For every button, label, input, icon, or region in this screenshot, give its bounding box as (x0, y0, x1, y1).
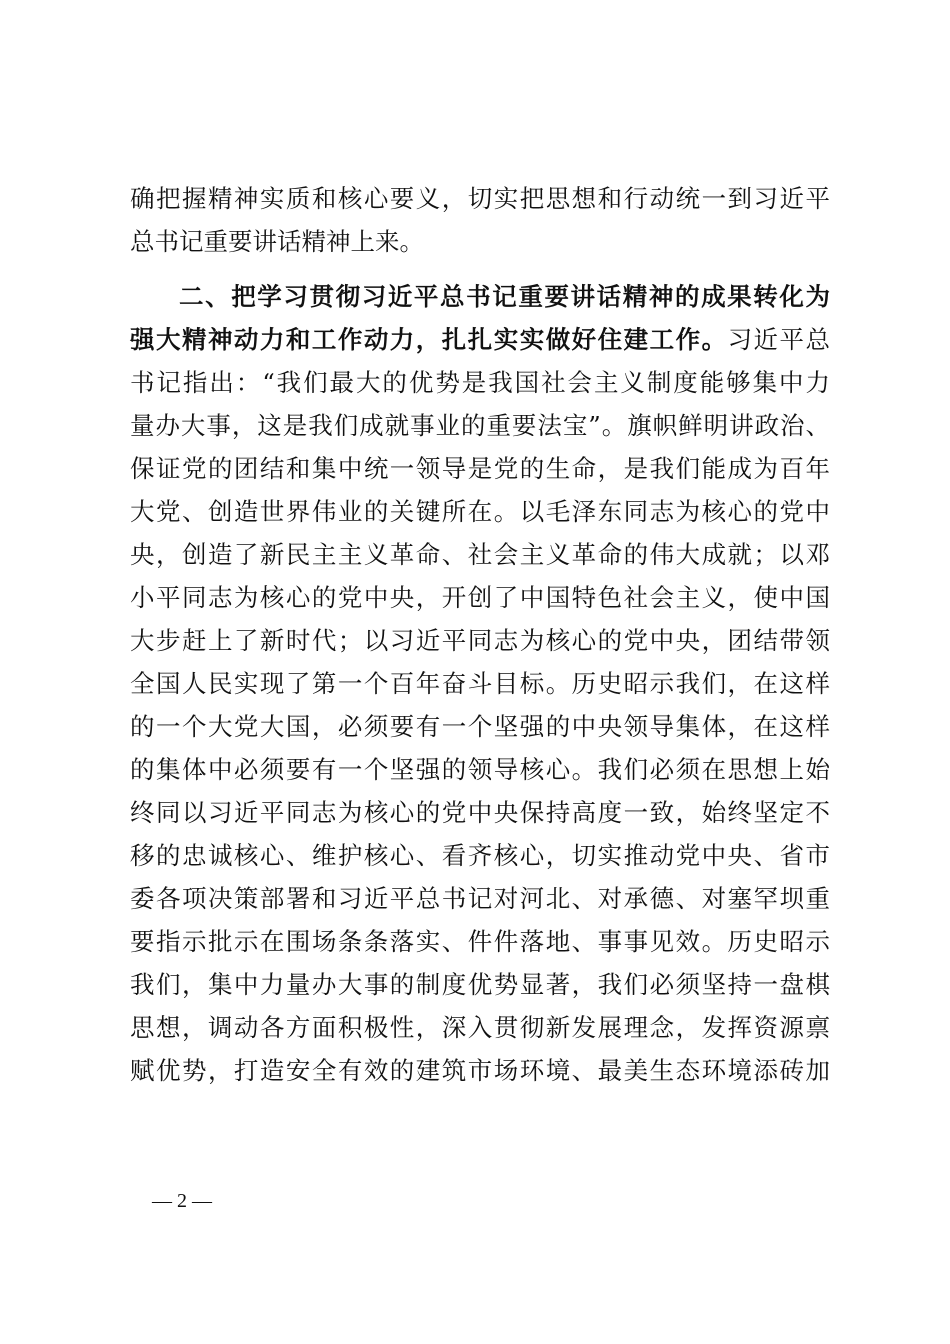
body-line: 我们，集中力量办大事的制度优势显著，我们必须坚持一盘棋 (130, 970, 830, 999)
section-body-start-text: 习近平总 (727, 325, 831, 354)
body-line: 的集体中必须要有一个坚强的领导核心。我们必须在思想上始 (130, 755, 830, 784)
body-line: 全国人民实现了第一个百年奋斗目标。历史昭示我们，在这样 (130, 669, 830, 698)
body-line: 的一个大党大国，必须要有一个坚强的中央领导集体，在这样 (130, 712, 830, 741)
body-line: 保证党的团结和集中统一领导是党的生命，是我们能成为百年 (130, 454, 830, 483)
body-line: 大步赶上了新时代；以习近平同志为核心的党中央，团结带领 (130, 626, 830, 655)
body-line: 央，创造了新民主主义革命、社会主义革命的伟大成就；以邓 (130, 540, 830, 569)
body-line: 终同以习近平同志为核心的党中央保持高度一致，始终坚定不 (130, 798, 830, 827)
body-line: 思想，调动各方面积极性，深入贯彻新发展理念，发挥资源禀 (130, 1013, 830, 1042)
body-line: 书记指出：“我们最大的优势是我国社会主义制度能够集中力 (130, 368, 830, 397)
body-line: 要指示批示在围场条条落实、件件落地、事事见效。历史昭示 (130, 927, 830, 956)
section-heading-line-2 (130, 318, 830, 361)
section-heading-line-1: 二、把学习贯彻习近平总书记重要讲话精神的成果转化为 (179, 282, 830, 311)
section-heading-bold-text: 强大精神动力和工作动力，扎扎实实做好住建工作。 (130, 325, 728, 354)
body-line: 大党、创造世界伟业的关键所在。以毛泽东同志为核心的党中 (130, 497, 830, 526)
paragraph-1-line-2: 总书记重要讲话精神上来。 (130, 227, 424, 256)
body-line: 小平同志为核心的党中央，开创了中国特色社会主义，使中国 (130, 583, 830, 612)
body-line: 移的忠诚核心、维护核心、看齐核心，切实推动党中央、省市 (130, 841, 830, 870)
paragraph-1-line-1: 确把握精神实质和核心要义，切实把思想和行动统一到习近平 (130, 184, 830, 213)
body-line: 赋优势，打造安全有效的建筑市场环境、最美生态环境添砖加 (130, 1056, 830, 1085)
body-line: 委各项决策部署和习近平总书记对河北、对承德、对塞罕坝重 (130, 884, 830, 913)
body-line: 量办大事，这是我们成就事业的重要法宝”。旗帜鲜明讲政治、 (130, 411, 830, 440)
page-number: — 2 — (152, 1190, 212, 1212)
